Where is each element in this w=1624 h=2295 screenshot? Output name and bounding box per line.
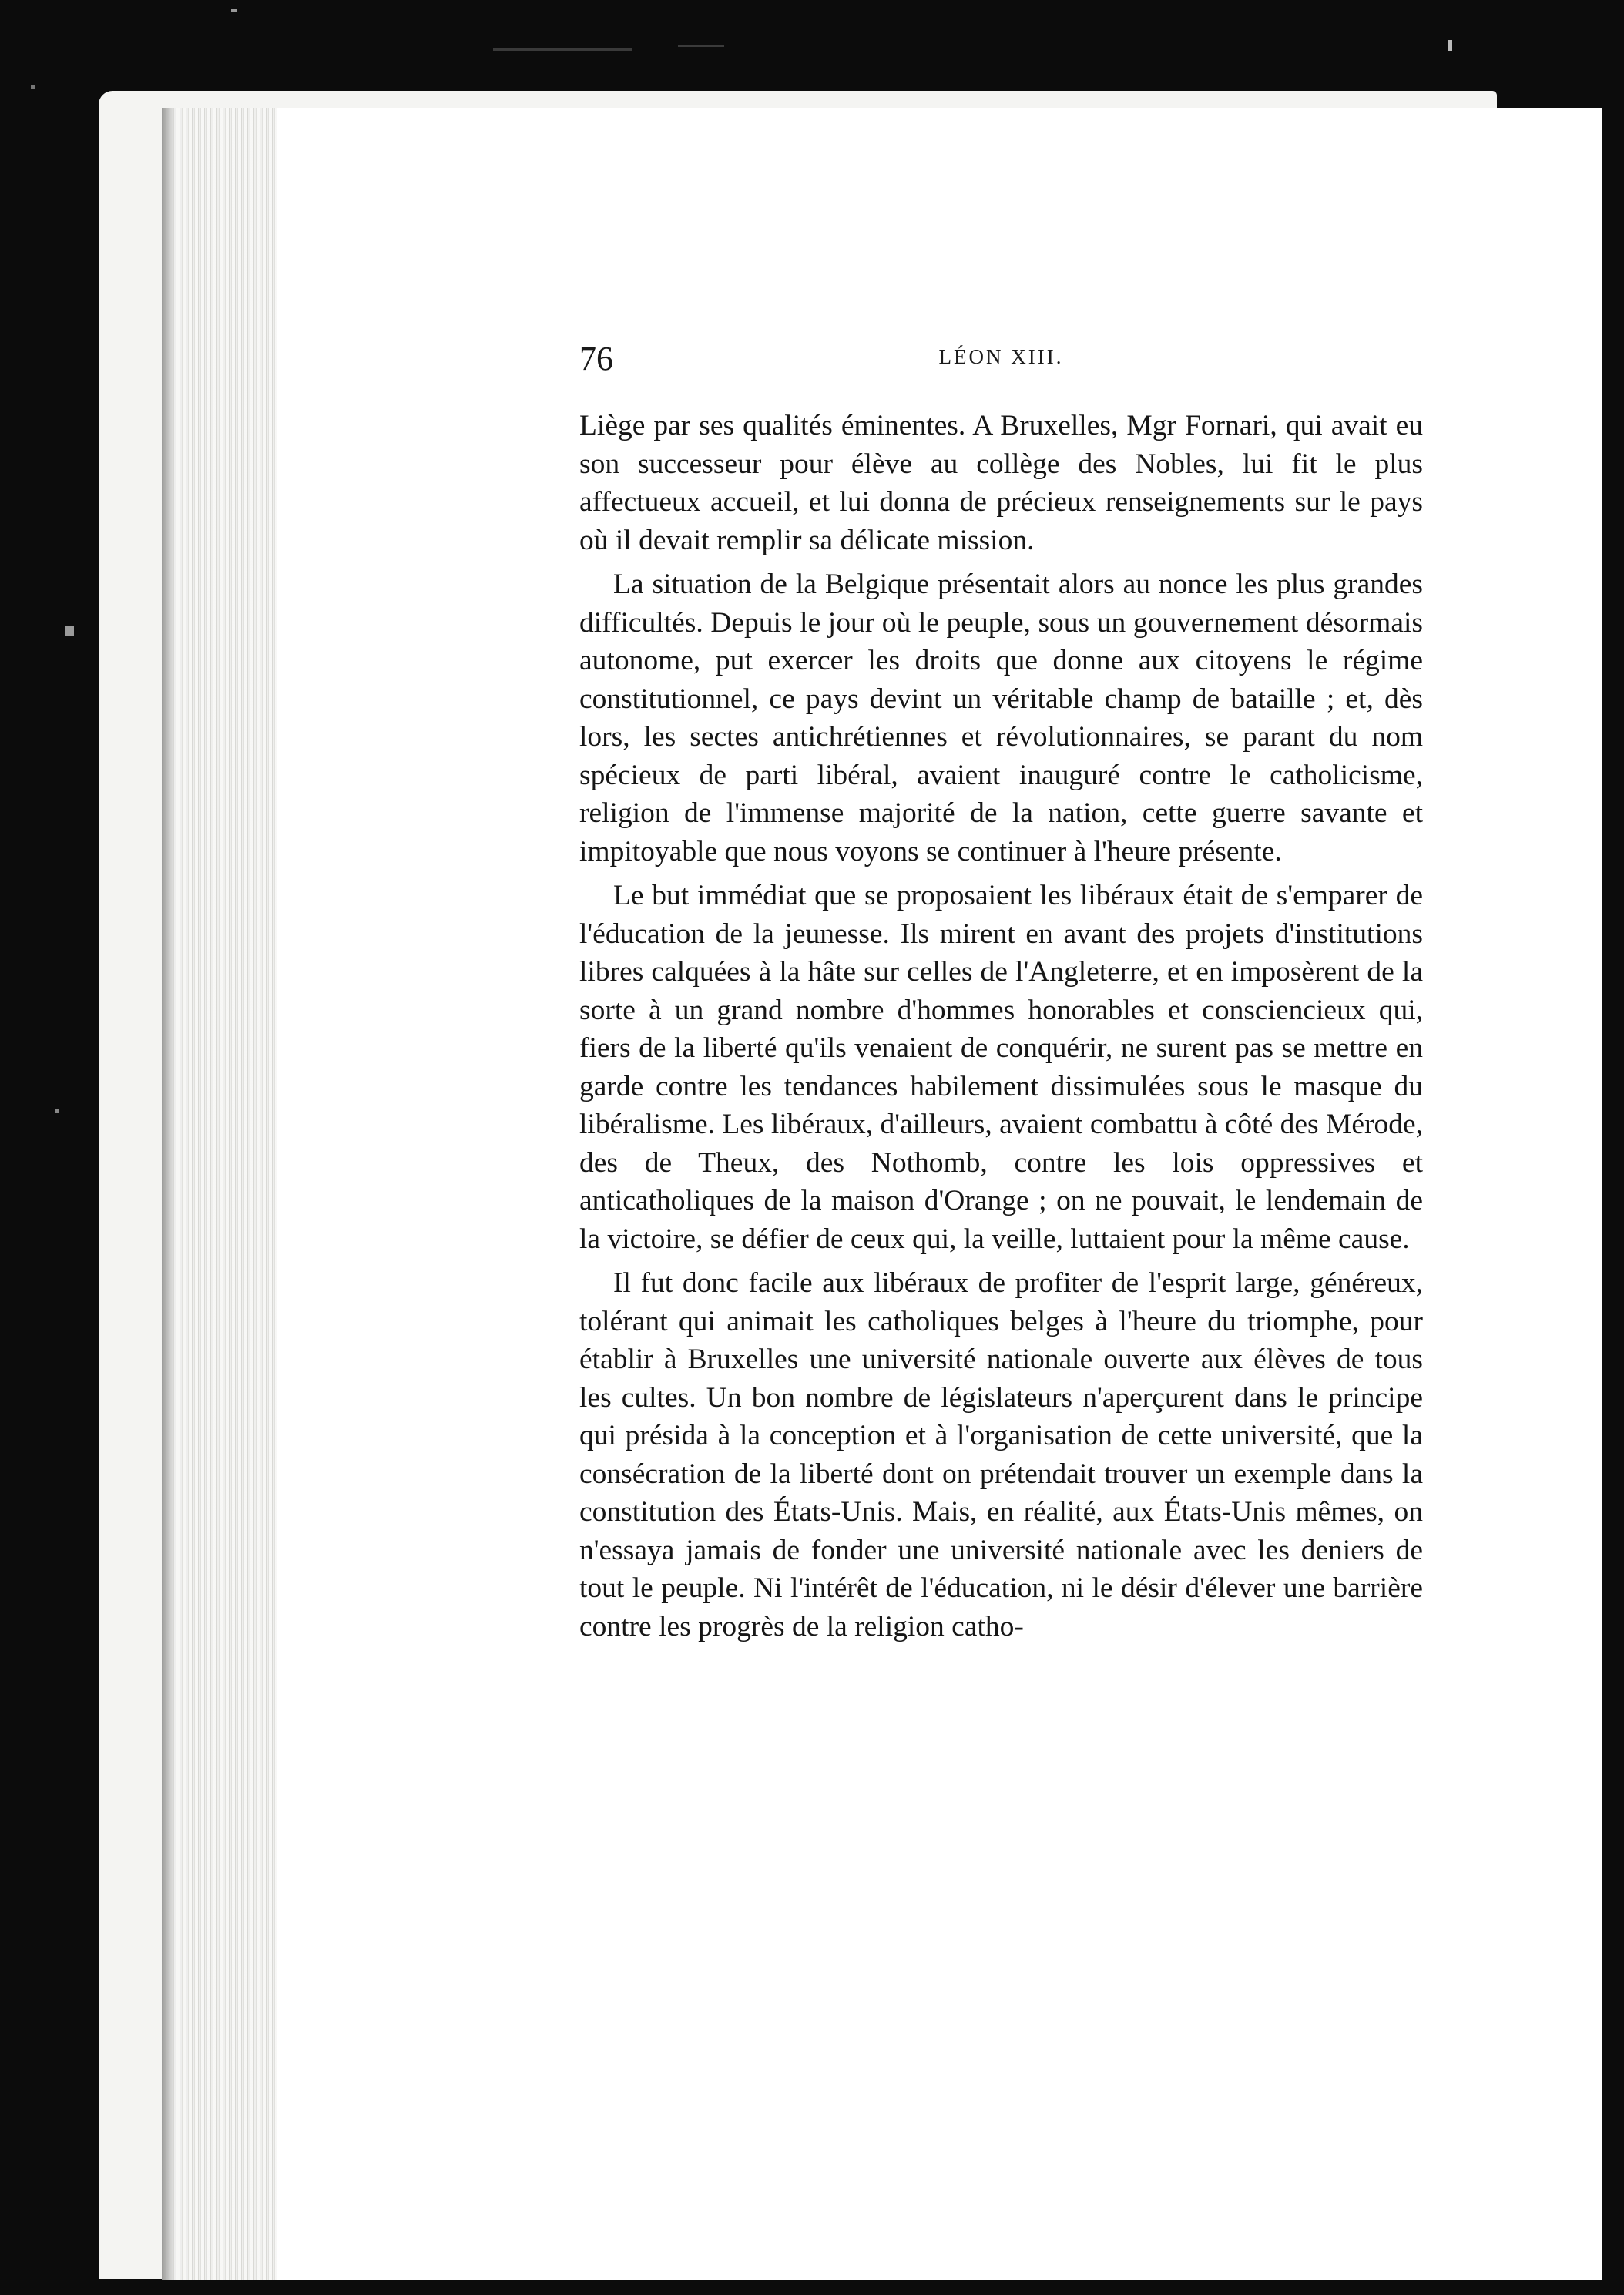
paragraph-4: Il fut donc facile aux libéraux de profiter de l'esprit large, généreux, tolérant qui animait les catholiques belges à l'heure du triomphe, pour établir à Bruxelles une université nationale ouverte aux élèves de tous les cultes. Un bon nombre de législateurs n'aperçurent dans le principe qui présida à la conception et à l'organisation de cette université, que la consécration de la liberté dont on prétendait trouver un exemple dans la constitution des États-Unis. Mais, en réalité, aux États-Unis mêmes, on n'essaya jamais de fonder une université nationale avec les deniers de tout le peuple. Ni l'intérêt de l'éducation, ni le désir d'élever une barrière contre les progrès de la religion catho- (579, 1267, 1423, 1642)
paragraph-2: La situation de la Belgique présentait alors au nonce les plus grandes difficultés. Depuis le jour où le peuple, sous un gouvernement désormais autonome, put exercer les droits que donne aux citoyens le régime constitutionnel, ce pays devint un véritable champ de bataille ; et, dès lors, les sectes antichrétiennes et révolutionnaires, se parant du nom spécieux de parti libéral, avaient inauguré contre le catholicisme, religion de l'immense majorité de la nation, cette guerre savante et impitoyable que nous voyons se continuer à l'heure présente. (579, 569, 1423, 867)
running-head: LÉON XIII. (938, 345, 1064, 368)
body-text (579, 407, 1423, 1646)
paragraph-3: Le but immédiat que se proposaient les libéraux était de s'emparer de l'éducation de la jeunesse. Ils mirent en avant des projets d'institutions libres calquées à la hâte sur celles de l'Angleterre, et en imposèrent de la sorte à un grand nombre d'hommes honorables et consciencieux qui, fiers de la liberté qu'ils venaient de conquérir, ne surent pas se mettre en garde contre les tendances habilement dissimulées sous le masque du libéralisme. Les libéraux, d'ailleurs, avaient combattu à côté des Mérode, des de Theux, des Nothomb, contre les lois oppressives et anticatholiques de la maison d'Orange ; on ne pouvait, le lendemain de la victoire, se défier de ceux qui, la veille, luttaient pour la même cause. (579, 880, 1423, 1255)
paragraph-1: Liège par ses qualités éminentes. A Bruxelles, Mgr Fornari, qui avait eu son successeur pour élève au collège des Nobles, lui fit le plus affectueux accueil, et lui donna de précieux renseignements sur le pays où il devait remplir sa délicate mission. (579, 410, 1423, 556)
page-header (579, 339, 1423, 385)
page-number: 76 (579, 340, 613, 377)
page-fore-edge (162, 108, 277, 2280)
